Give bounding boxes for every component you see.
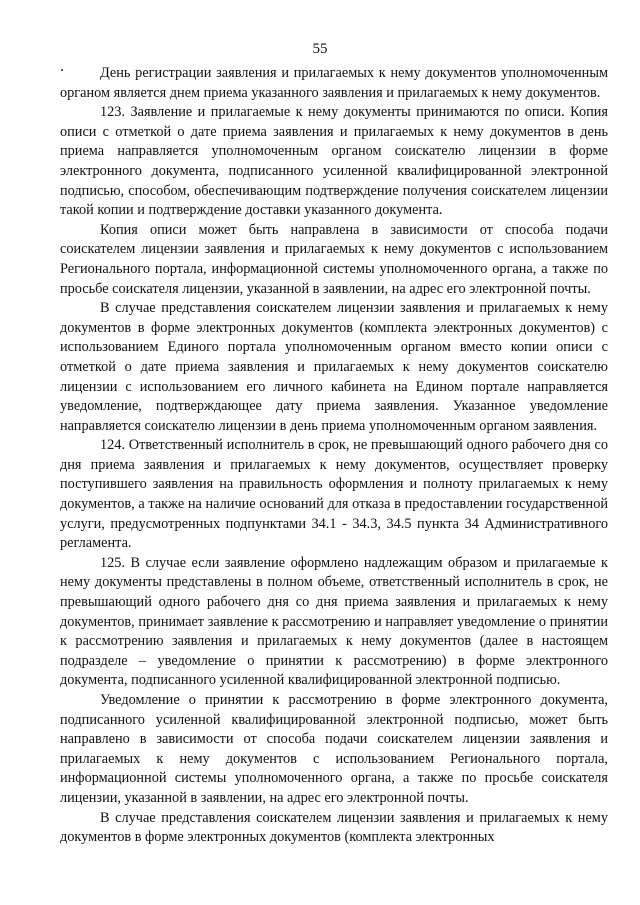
paragraph-5: 124. Ответственный исполнитель в срок, не превышающий одного рабочего дня со дня приема заявления и прилагаемых к нему документов, осуществляет проверку поступившего заявления на правильность оформления и полноту прилагаемых к нему документов, а также на наличие оснований для отказа в предоставлении государственной услуги, предусмотренных подпунктами 34.1 - 34.3, 34.5 пункта 34 Административного регламента.: [60, 437, 608, 552]
paragraph-4: В случае представления соискателем лицензии заявления и прилагаемых к нему документов в форме электронных документов (комплекта электронных документов) с использованием Единого портала уполномоченным органом вместо копии описи с отметкой о дате приема заявления и прилагаемых к нему документов соискателю лицензии с использованием его личного кабинета на Едином портале направляется уведомление, подтверждающее дату приема заявления. Указанное уведомление направляется соискателю лицензии в день приема уполномоченным органом заявления.: [60, 300, 608, 434]
paragraph-3: Копия описи может быть направлена в зависимости от способа подачи соискателем лицензии заявления и прилагаемых к нему документов с использованием Регионального портала, информационной системы уполномоченного органа, а также по просьбе соискателя лицензии, указанной в заявлении, на адрес его электронной почты.: [60, 221, 608, 297]
page-number: 55: [312, 41, 328, 57]
paragraph-6: 125. В случае если заявление оформлено надлежащим образом и прилагаемые к нему документы представлены в полном объеме, ответственный исполнитель в срок, не превышающий одного рабочего дня со дня приема заявления и прилагаемых к нему документов, принимает заявление к рассмотрению и направляет уведомление о принятии к рассмотрению заявления и прилагаемых к нему документов (далее в настоящем подразделе – уведомление о принятии к рассмотрению) в форме электронного документа, подписанного усиленной квалифицированной электронной подписью.: [60, 554, 608, 689]
paragraph-2: 123. Заявление и прилагаемые к нему документы принимаются по описи. Копия описи с отметкой о дате приема заявления и прилагаемых к нему документов в день приема направляется уполномоченным органом соискателю лицензии в форме электронного документа, подписанного усиленной квалифицированной электронной подписью, способом, обеспечивающим подтверждение получения соискателем лицензии такой копии и подтверждение доставки указанного документа.: [60, 104, 608, 219]
paragraph-8: В случае представления соискателем лицензии заявления и прилагаемых к нему документов в форме электронных документов (комплекта электронных: [60, 809, 608, 846]
document-body: [60, 64, 608, 848]
paragraph-1: День регистрации заявления и прилагаемых к нему документов уполномоченным органом является днем приема указанного заявления и прилагаемых к нему документов.: [60, 65, 608, 101]
paragraph-7: Уведомление о принятии к рассмотрению в форме электронного документа, подписанного усиленной квалифицированной электронной подписью, может быть направлено в зависимости от способа подачи соискателем лицензии заявления и прилагаемых к нему документов с использованием Регионального портала, информационной системы уполномоченного органа, а также по просьбе соискателя лицензии, указанной в заявлении, на адрес его электронной почты.: [60, 692, 608, 806]
